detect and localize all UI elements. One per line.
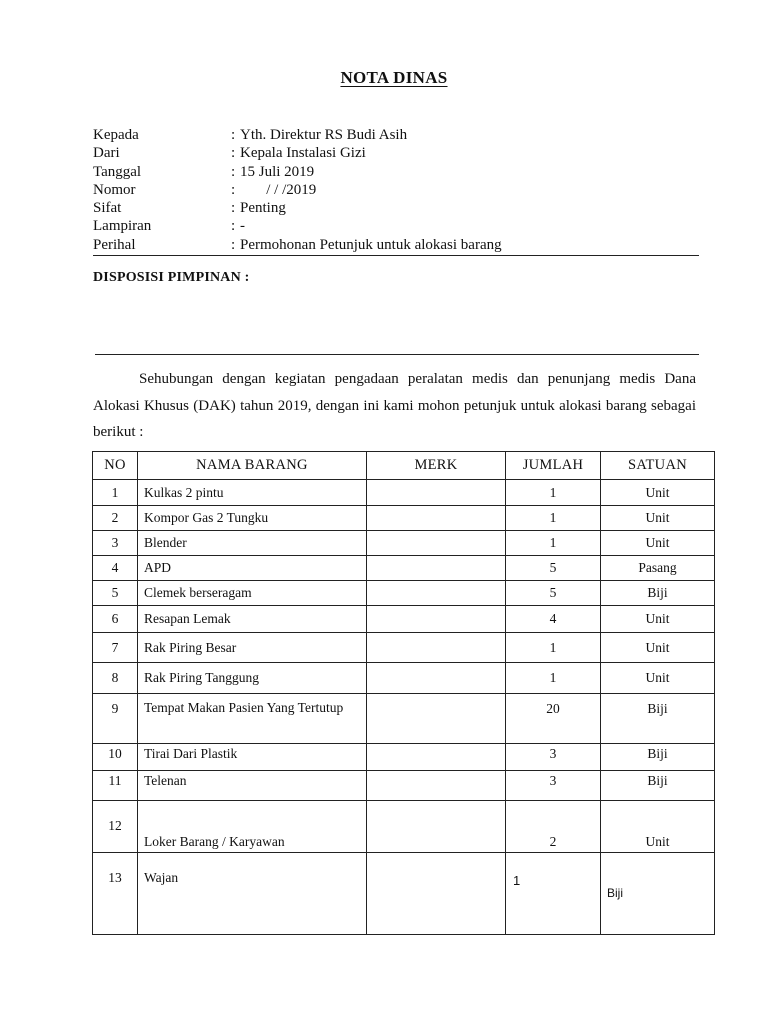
table-row bbox=[93, 694, 715, 744]
cell-no: 8 bbox=[93, 663, 138, 694]
header-separator: : bbox=[231, 236, 236, 253]
header-row-nomor bbox=[93, 181, 699, 199]
table-row bbox=[93, 771, 715, 801]
cell-merk bbox=[367, 694, 506, 744]
cell-jumlah: 4 bbox=[506, 606, 601, 633]
cell-satuan: Unit bbox=[601, 663, 715, 694]
cell-nama: APD bbox=[138, 556, 367, 581]
cell-nama: Wajan bbox=[138, 853, 367, 935]
cell-nama: Tempat Makan Pasien Yang Tertutup bbox=[138, 694, 367, 744]
table-row bbox=[93, 744, 715, 771]
cell-jumlah: 1 bbox=[506, 663, 601, 694]
cell-merk bbox=[367, 744, 506, 771]
cell-merk bbox=[367, 531, 506, 556]
header-separator: : bbox=[231, 218, 236, 235]
cell-satuan: Unit bbox=[601, 531, 715, 556]
cell-satuan: Unit bbox=[601, 633, 715, 663]
header-value: Permohonan Petunjuk untuk alokasi barang bbox=[240, 236, 502, 253]
table-row bbox=[93, 801, 715, 853]
cell-jumlah: 3 bbox=[506, 744, 601, 771]
header-value: / / /2019 bbox=[240, 181, 317, 198]
cell-nama: Kulkas 2 pintu bbox=[138, 480, 367, 506]
header-label: Kepada bbox=[93, 127, 139, 143]
table-row bbox=[93, 531, 715, 556]
header-row-dari bbox=[93, 144, 699, 162]
cell-jumlah: 2 bbox=[506, 801, 601, 853]
header-value: - bbox=[240, 218, 245, 235]
header-label: Sifat bbox=[93, 200, 122, 217]
cell-merk bbox=[367, 556, 506, 581]
cell-no: 12 bbox=[93, 801, 138, 853]
cell-nama: Resapan Lemak bbox=[138, 606, 367, 633]
header-row-tanggal bbox=[93, 163, 699, 181]
cell-satuan: Biji bbox=[601, 853, 715, 935]
column-header-merk: MERK bbox=[367, 452, 506, 480]
cell-satuan: Unit bbox=[601, 606, 715, 633]
cell-merk bbox=[367, 606, 506, 633]
column-header-nama: NAMA BARANG bbox=[138, 452, 367, 480]
header-label: Nomor bbox=[93, 181, 136, 198]
cell-no: 10 bbox=[93, 744, 138, 771]
cell-no: 2 bbox=[93, 506, 138, 531]
cell-no: 5 bbox=[93, 581, 138, 606]
cell-no: 6 bbox=[93, 606, 138, 633]
cell-jumlah: 3 bbox=[506, 771, 601, 801]
disposition-label: DISPOSISI PIMPINAN : bbox=[93, 270, 250, 285]
header-value: 15 Juli 2019 bbox=[240, 163, 315, 180]
table-row bbox=[93, 480, 715, 506]
cell-jumlah: 1 bbox=[506, 853, 601, 935]
cell-nama: Rak Piring Besar bbox=[138, 633, 367, 663]
cell-merk bbox=[367, 663, 506, 694]
header-separator: : bbox=[231, 200, 236, 217]
body-paragraph: Sehubungan dengan kegiatan pengadaan peralatan medis dan penunjang medis Dana Alokasi Khusus (DAK) tahun 2019, dengan ini kami mohon petunjuk untuk alokasi barang sebagai berikut : bbox=[93, 371, 696, 440]
column-header-no: NO bbox=[93, 452, 138, 480]
cell-satuan: Unit bbox=[601, 480, 715, 506]
table-row bbox=[93, 633, 715, 663]
cell-merk bbox=[367, 801, 506, 853]
cell-jumlah: 1 bbox=[506, 633, 601, 663]
header-separator: : bbox=[231, 145, 236, 162]
cell-no: 1 bbox=[93, 480, 138, 506]
cell-merk bbox=[367, 506, 506, 531]
cell-jumlah: 5 bbox=[506, 581, 601, 606]
cell-satuan: Biji bbox=[601, 581, 715, 606]
cell-satuan: Biji bbox=[601, 694, 715, 744]
cell-no: 3 bbox=[93, 531, 138, 556]
cell-satuan: Unit bbox=[601, 506, 715, 531]
header-value: Kepala Instalasi Gizi bbox=[240, 145, 366, 162]
cell-jumlah: 1 bbox=[506, 531, 601, 556]
cell-merk bbox=[367, 853, 506, 935]
table-row bbox=[93, 606, 715, 633]
header-divider bbox=[93, 255, 699, 256]
header-label: Dari bbox=[93, 145, 120, 162]
header-value: Penting bbox=[240, 200, 286, 217]
table-row bbox=[93, 556, 715, 581]
cell-jumlah: 20 bbox=[506, 694, 601, 744]
cell-satuan: Pasang bbox=[601, 556, 715, 581]
cell-nama: Blender bbox=[138, 531, 367, 556]
cell-no: 13 bbox=[93, 853, 138, 935]
cell-no: 7 bbox=[93, 633, 138, 663]
items-table bbox=[92, 451, 715, 935]
column-header-satuan: SATUAN bbox=[601, 452, 715, 480]
table-row bbox=[93, 853, 715, 935]
header-separator: : bbox=[231, 163, 236, 180]
header-row-lampiran bbox=[93, 217, 699, 235]
header-label: Lampiran bbox=[93, 218, 152, 235]
cell-nama: Clemek berseragam bbox=[138, 581, 367, 606]
cell-no: 11 bbox=[93, 771, 138, 801]
header-label: Perihal bbox=[93, 236, 136, 253]
cell-nama: Kompor Gas 2 Tungku bbox=[138, 506, 367, 531]
cell-merk bbox=[367, 771, 506, 801]
cell-satuan: Unit bbox=[601, 801, 715, 853]
header-row-kepada bbox=[93, 126, 699, 144]
cell-no: 4 bbox=[93, 556, 138, 581]
cell-no: 9 bbox=[93, 694, 138, 744]
header-fields bbox=[93, 126, 699, 254]
header-row-sifat bbox=[93, 199, 699, 217]
cell-nama: Tirai Dari Plastik bbox=[138, 744, 367, 771]
cell-jumlah: 1 bbox=[506, 480, 601, 506]
cell-satuan: Biji bbox=[601, 771, 715, 801]
table-row bbox=[93, 581, 715, 606]
cell-nama: Telenan bbox=[138, 771, 367, 801]
cell-merk bbox=[367, 480, 506, 506]
table-header-row bbox=[93, 452, 715, 480]
cell-jumlah: 1 bbox=[506, 506, 601, 531]
disposition-divider bbox=[95, 354, 699, 355]
header-label: Tanggal bbox=[93, 163, 142, 180]
header-separator: : bbox=[231, 127, 236, 143]
cell-nama: Rak Piring Tanggung bbox=[138, 663, 367, 694]
header-separator: : bbox=[231, 181, 236, 198]
header-row-perihal bbox=[93, 236, 699, 254]
header-value: Yth. Direktur RS Budi Asih bbox=[240, 127, 408, 143]
table-row bbox=[93, 506, 715, 531]
cell-nama: Loker Barang / Karyawan bbox=[138, 801, 367, 853]
cell-satuan: Biji bbox=[601, 744, 715, 771]
document-title: NOTA DINAS bbox=[340, 68, 448, 87]
column-header-jumlah: JUMLAH bbox=[506, 452, 601, 480]
cell-merk bbox=[367, 581, 506, 606]
cell-jumlah: 5 bbox=[506, 556, 601, 581]
cell-merk bbox=[367, 633, 506, 663]
table-row bbox=[93, 663, 715, 694]
